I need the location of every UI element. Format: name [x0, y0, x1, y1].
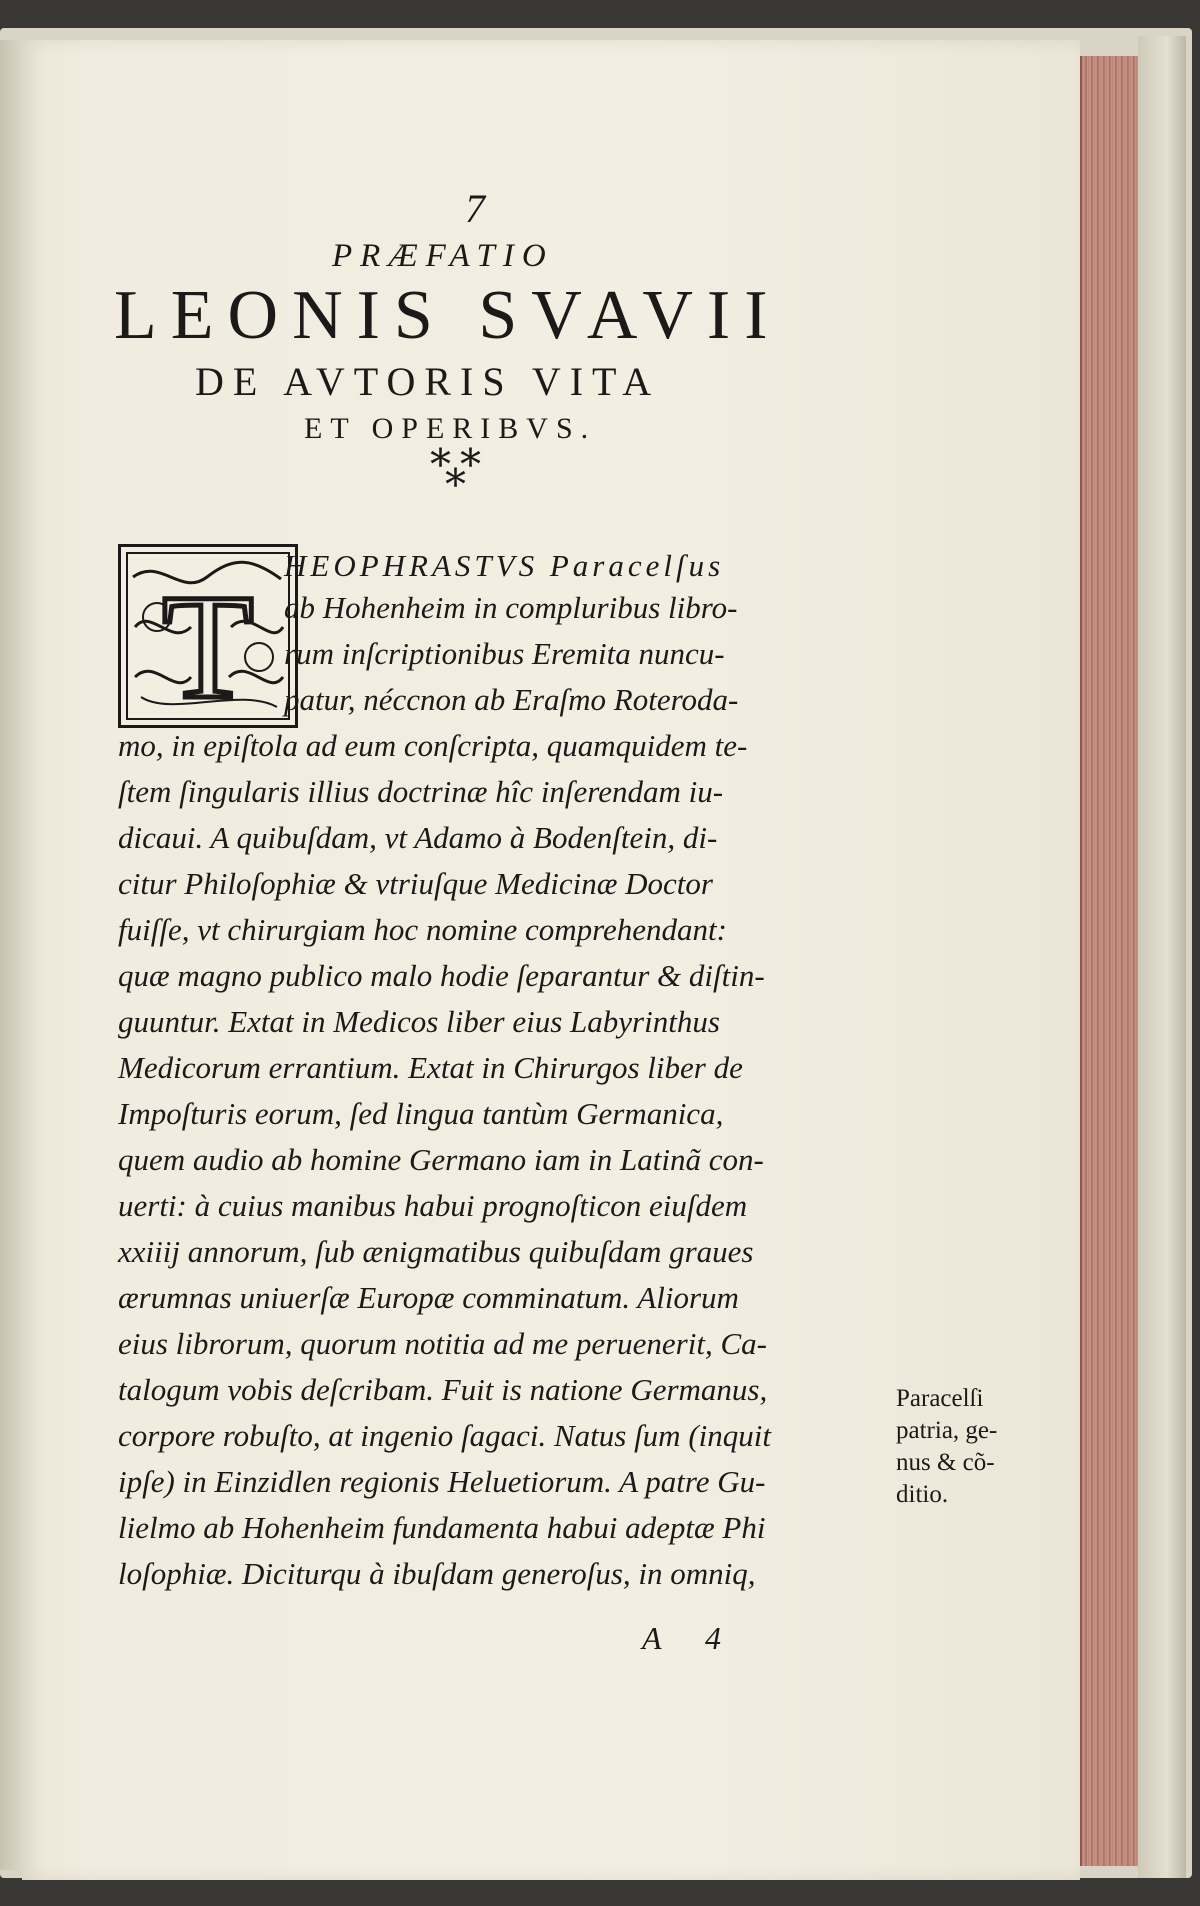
- page-content: [22, 40, 1080, 1880]
- title-line-2: DE AVTORIS VITA: [195, 359, 661, 404]
- title-line-3: ET OPERIBVS.: [304, 412, 597, 445]
- text-line: dicaui. A quibuſdam, vt Adamo à Bodenſtein, di-: [118, 820, 718, 855]
- fore-edge: [1080, 56, 1140, 1866]
- text-line: lielmo ab Hohenheim fundamenta habui adeptæ Phi: [118, 1510, 766, 1545]
- text-line: loſophiæ. Diciturqu à ibuſdam generoſus, in omniq,: [118, 1556, 756, 1591]
- page: [22, 40, 1080, 1880]
- title-line-1: LEONIS SVAVII: [114, 277, 782, 354]
- vellum-cover-edge: [1138, 36, 1186, 1878]
- marginal-note-line: ditio.: [896, 1481, 949, 1508]
- text-line: ſtem ſingularis illius doctrinæ hîc inſerendam iu-: [118, 774, 724, 809]
- text-line: xxiiij annorum, ſub ænigmatibus quibuſdam graues: [118, 1234, 754, 1269]
- asterisk-icon: *: [430, 440, 451, 489]
- text-line: quem audio ab homine Germano iam in Latinã con-: [118, 1142, 764, 1177]
- text-line: uerti: à cuius manibus habui prognoſticon eiuſdem: [118, 1188, 748, 1223]
- text-line: eius librorum, quorum notitia ad me peruenerit, Ca-: [118, 1326, 767, 1361]
- text-line: mo, in epiſtola ad eum conſcripta, quamquidem te-: [118, 728, 748, 763]
- decorated-initial: [118, 544, 298, 728]
- marginal-note-line: patria, ge-: [896, 1417, 998, 1444]
- text-line: fuiſſe, vt chirurgiam hoc nomine comprehendant:: [118, 912, 727, 947]
- text-line: patur, néccnon ab Eraſmo Roteroda-: [284, 682, 739, 717]
- text-line: quæ magno publico malo hodie ſeparantur & diſtin-: [118, 958, 765, 993]
- text-line: guuntur. Extat in Medicos liber eius Labyrinthus: [118, 1004, 720, 1039]
- marginal-note-line: nus & cõ-: [896, 1449, 995, 1476]
- asterisk-icon: *: [460, 440, 481, 489]
- page-number: 7: [465, 186, 485, 231]
- text-line: corpore robuſto, at ingenio ſagaci. Natus ſum (inquit: [118, 1418, 771, 1453]
- marginal-note: [896, 1383, 1056, 1511]
- text-line: Impoſturis eorum, ſed lingua tantùm Germanica,: [118, 1096, 724, 1131]
- signature-mark: A 4: [642, 1620, 739, 1656]
- text-line: rum inſcriptionibus Eremita nuncu-: [284, 636, 725, 671]
- asterisk-icon: *: [445, 460, 466, 509]
- praefatio-heading: PRÆFATIO: [332, 238, 554, 274]
- decorated-initial-icon: [121, 547, 295, 725]
- text-line: ærumnas uniuerſæ Europæ comminatum. Aliorum: [118, 1280, 739, 1315]
- marginal-note-line: Paracelſi: [896, 1385, 984, 1412]
- text-line: Medicorum errantium. Extat in Chirurgos liber de: [118, 1050, 743, 1085]
- text-line: ab Hohenheim in compluribus libro-: [284, 590, 738, 625]
- text-line: HEOPHRASTVS Paracelſus: [284, 548, 725, 583]
- text-line: ipſe) in Einzidlen regionis Heluetiorum. A patre Gu-: [118, 1464, 766, 1499]
- initial-letter: T: [162, 564, 254, 725]
- text-line: talogum vobis deſcribam. Fuit is natione Germanus,: [118, 1372, 768, 1407]
- text-line: citur Philoſophiæ & vtriuſque Medicinæ Doctor: [118, 866, 713, 901]
